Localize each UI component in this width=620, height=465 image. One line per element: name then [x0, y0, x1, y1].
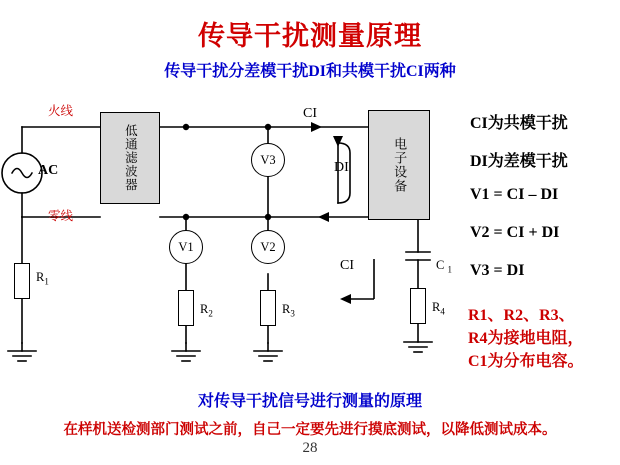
ci-top-label: CI [303, 106, 317, 121]
legend-line-5: V3 = DI [470, 262, 525, 279]
neutral-wire-label: 零线 [48, 209, 74, 223]
resistor-r2 [178, 290, 194, 326]
capacitor-c1-label [436, 258, 452, 275]
r3-sub: 3 [290, 308, 295, 319]
r4-sub: 4 [440, 306, 445, 317]
live-wire-label: 火线 [48, 104, 74, 118]
ac-source-label: AC [38, 163, 59, 178]
c1-letter: C [436, 258, 445, 272]
low-pass-filter-block [100, 112, 160, 204]
resistor-r2-label [200, 302, 213, 319]
resistor-r3 [260, 290, 276, 326]
subtitle: 传导干扰分差模干扰DI和共模干扰CI两种 [164, 63, 456, 80]
r1-letter: R [36, 270, 45, 284]
legend-note-line-1: R1、R2、R3、 [468, 307, 575, 324]
legend-note-line-3: C1为分布电容。 [468, 353, 584, 370]
r1-sub: 1 [44, 276, 49, 287]
diagram-caption: 对传导干扰信号进行测量的原理 [197, 393, 422, 410]
c1-sub: 1 [447, 264, 452, 275]
di-label: DI [334, 160, 349, 175]
legend-line-4: V2 = CI + DI [470, 224, 560, 241]
r3-letter: R [282, 302, 291, 316]
footer-note: 在样机送检测部门测试之前，自己一定要先进行摸底测试，以降低测试成本。 [63, 422, 557, 438]
meter-v1 [169, 230, 203, 264]
resistor-r1 [14, 263, 30, 299]
meter-v3-label: V3 [260, 152, 276, 167]
page-number: 28 [302, 440, 318, 456]
resistor-r1-label [36, 270, 49, 287]
equipment-label: 电子设备 [392, 137, 408, 193]
resistor-r3-label [282, 302, 295, 319]
r2-letter: R [200, 302, 209, 316]
resistor-r4-label [432, 300, 445, 317]
meter-v3 [251, 143, 285, 177]
legend-line-2: DI为差模干扰 [470, 153, 568, 170]
r2-sub: 2 [208, 308, 213, 319]
meter-v2 [251, 230, 285, 264]
page-title: 传导干扰测量原理 [198, 21, 422, 51]
r4-letter: R [432, 300, 441, 314]
legend-line-3: V1 = CI – DI [470, 186, 559, 203]
low-pass-filter-label: 低通滤波器 [123, 124, 138, 192]
equipment-block [368, 110, 430, 220]
legend-line-1: CI为共模干扰 [470, 115, 568, 132]
meter-v1-label: V1 [178, 239, 194, 254]
meter-v2-label: V2 [260, 239, 276, 254]
resistor-r4 [410, 288, 426, 324]
legend-note-line-2: R4为接地电阻， [468, 330, 584, 347]
ci-bottom-label: CI [340, 258, 354, 273]
